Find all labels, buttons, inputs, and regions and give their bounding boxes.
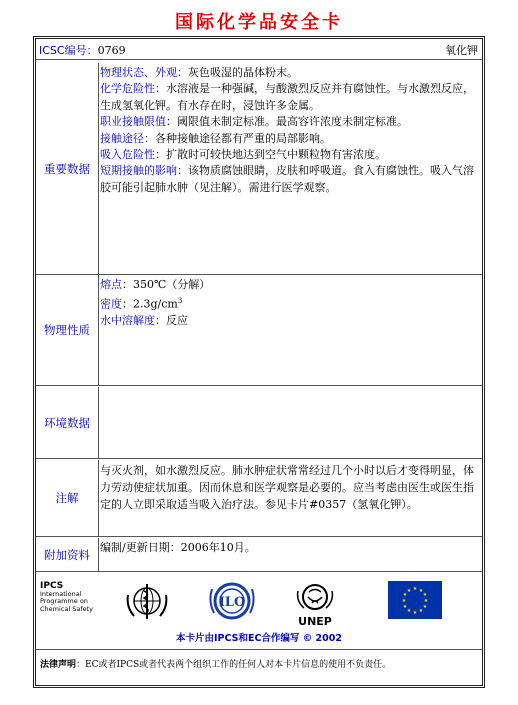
ipcs-line-2: Programme on	[40, 597, 88, 605]
val-exposure-limit: ：阈限值未制定标准。最高容许浓度未制定标准。	[166, 115, 408, 129]
key-density: 密度	[100, 298, 122, 312]
ilo-label: ILO	[218, 595, 246, 610]
ipcs-logo	[40, 583, 93, 613]
physical-content	[99, 275, 482, 385]
key-inhalation-risk: 吸入危险性	[100, 148, 155, 162]
svg-text:★: ★	[406, 608, 412, 614]
ipcs-line-3: Chemical Safety	[40, 604, 94, 613]
legal-notice	[36, 651, 482, 684]
additional-content: 编制/更新日期：2006年10月。	[100, 541, 256, 554]
key-exposure-limit: 职业接触限值	[100, 115, 166, 129]
section-physical	[36, 275, 482, 386]
svg-text:★: ★	[401, 598, 407, 604]
key-chemical-danger: 化学危险性	[100, 82, 155, 96]
section-important	[36, 63, 482, 275]
page-title: 国际化学品安全卡	[175, 12, 343, 33]
val-solubility: ：反应	[155, 314, 188, 328]
svg-text:★: ★	[422, 604, 428, 610]
notes-content: 与灭火剂，如水激烈反应。肺水肿症状常常经过几个小时以后才变得明显，体力劳动使症状加重。因而休息和医学观察是必要的。应当考虑由医生或医生指定的人立即采取适当吸入治疗法。参见卡片#0357（氢氧化钾）。	[100, 464, 474, 512]
environment-content	[99, 387, 482, 458]
ipcs-title: IPCS	[40, 581, 64, 591]
val-exposure-route: ：各种接触途径都有严重的局部影响。	[144, 131, 331, 145]
val-chemical-danger: ：水溶液是一种强碱，与酸激烈反应并有腐蚀性。与水激烈反应，生成氢氧化钾。有水存在时，浸蚀许多金属。	[100, 82, 474, 112]
unep-label: UNEP	[298, 615, 332, 628]
val-appearance: ：灰色吸湿的晶体粉末。	[177, 66, 298, 79]
footer-logos	[36, 573, 482, 650]
section-environment	[36, 387, 482, 459]
svg-text:★: ★	[402, 604, 408, 610]
svg-text:★: ★	[418, 588, 424, 594]
key-solubility: 水中溶解度	[100, 314, 155, 328]
key-melting-point: 熔点	[100, 278, 122, 291]
val-density: ：2.3g/cm	[122, 298, 178, 312]
ilo-emblem-icon	[206, 581, 258, 623]
legal-text: ：EC或者IPCS或者代表两个组织工作的任何人对本卡片信息的使用不负责任。	[76, 660, 392, 670]
chemical-name: 氧化钾	[445, 44, 478, 57]
unep-emblem-icon	[290, 581, 340, 629]
svg-text:★: ★	[402, 592, 408, 598]
cooperation-line: 本卡片由IPCS和EC合作编写 © 2002	[175, 633, 342, 644]
eu-flag-icon	[388, 581, 442, 619]
card-header	[36, 38, 482, 60]
section-label-notes: 注解	[55, 491, 79, 505]
icsc-label: ICSC编号：	[39, 44, 98, 57]
key-exposure-route: 接触途径	[100, 131, 144, 145]
section-label-important: 重要数据	[44, 161, 90, 176]
density-exponent: 3	[177, 297, 183, 306]
svg-text:★: ★	[418, 608, 424, 614]
ipcs-line-1: International	[40, 589, 82, 598]
svg-text:★: ★	[412, 610, 418, 616]
svg-text:★: ★	[412, 586, 418, 592]
important-content	[99, 63, 482, 274]
key-appearance: 物理状态、外观	[100, 66, 177, 79]
section-label-additional: 附加资料	[44, 547, 90, 562]
icsc-number	[39, 42, 126, 58]
val-melting-point: ：350℃（分解）	[122, 278, 211, 291]
icsc-value: 0769	[97, 44, 126, 57]
legal-key: 法律声明	[40, 660, 77, 670]
svg-text:★: ★	[422, 592, 428, 598]
svg-text:★: ★	[406, 588, 412, 594]
section-label-physical: 物理性质	[44, 323, 90, 337]
val-inhalation-risk: ：扩散时可较快地达到空气中颗粒物有害浓度。	[155, 148, 386, 162]
who-emblem-icon	[124, 581, 170, 623]
section-label-environment: 环境数据	[44, 415, 90, 430]
val-short-term-effects: ：该物质腐蚀眼睛，皮肤和呼吸道。食入有腐蚀性。吸入气溶胶可能引起肺水肿（见注解）。需进行医学观察。	[100, 164, 474, 194]
svg-text:★: ★	[423, 598, 429, 604]
section-notes	[36, 460, 482, 537]
key-short-term-effects: 短期接触的影响	[100, 164, 177, 178]
section-additional	[36, 538, 482, 572]
